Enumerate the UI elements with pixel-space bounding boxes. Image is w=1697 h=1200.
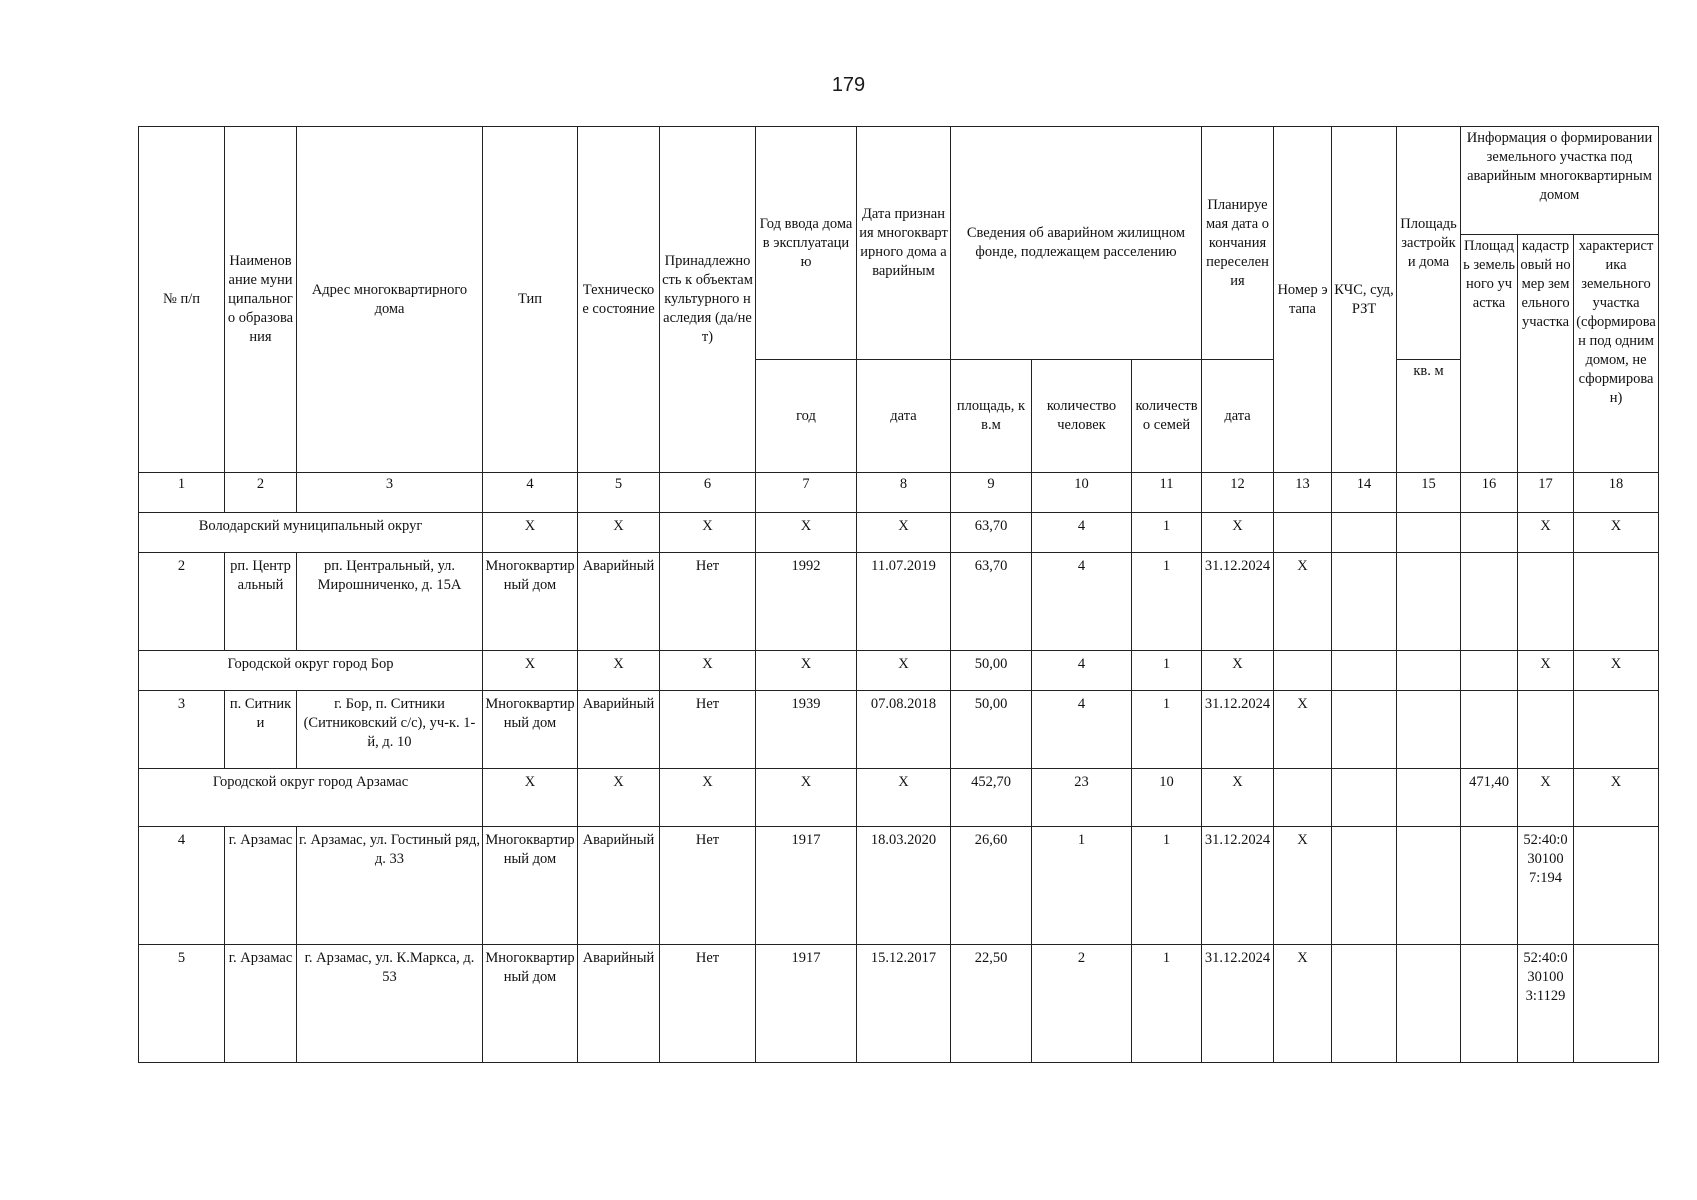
header-land-area: Площадь земельного участка <box>1461 235 1518 473</box>
summary-cell-col12: X <box>1202 769 1274 827</box>
cell-col2: п. Ситники <box>225 691 297 769</box>
cell-col6: Нет <box>660 553 756 651</box>
cell-col8: 18.03.2020 <box>857 827 951 945</box>
table-row <box>139 945 1659 1063</box>
cell-col7: 1992 <box>756 553 857 651</box>
cell-col3: рп. Центральный, ул. Мирошниченко, д. 15А <box>297 553 483 651</box>
column-number: 2 <box>225 473 297 513</box>
cell-col7: 1917 <box>756 827 857 945</box>
summary-cell-col4: X <box>483 651 578 691</box>
table-row <box>139 691 1659 769</box>
cell-col17: 52:40:030100 7:194 <box>1518 827 1574 945</box>
unit-sq-m: кв. м <box>1397 360 1461 473</box>
summary-cell-col5: X <box>578 513 660 553</box>
summary-cell-col14 <box>1332 769 1397 827</box>
summary-cell-col18: X <box>1574 769 1659 827</box>
summary-cell-col15 <box>1397 651 1461 691</box>
cell-col11: 1 <box>1132 827 1202 945</box>
cell-col3: г. Арзамас, ул. К.Маркса, д. 53 <box>297 945 483 1063</box>
column-number: 7 <box>756 473 857 513</box>
cell-col16 <box>1461 827 1518 945</box>
cell-col4: Многоквартирный дом <box>483 553 578 651</box>
column-number-row <box>139 473 1659 513</box>
header-row-number: № п/п <box>139 127 225 473</box>
group-name: Володарский муниципальный округ <box>139 513 483 553</box>
column-number: 12 <box>1202 473 1274 513</box>
cell-col14 <box>1332 691 1397 769</box>
cell-col14 <box>1332 945 1397 1063</box>
summary-cell-col13 <box>1274 513 1332 553</box>
summary-cell-col8: X <box>857 651 951 691</box>
summary-cell-col18: X <box>1574 651 1659 691</box>
cell-col1: 4 <box>139 827 225 945</box>
cell-col10: 1 <box>1032 827 1132 945</box>
cell-col8: 11.07.2019 <box>857 553 951 651</box>
column-number: 4 <box>483 473 578 513</box>
unit-planned-date: дата <box>1202 360 1274 473</box>
cell-col5: Аварийный <box>578 691 660 769</box>
column-number: 10 <box>1032 473 1132 513</box>
group-summary-row <box>139 651 1659 691</box>
column-number: 6 <box>660 473 756 513</box>
header-planned-date: Планируемая дата окончания переселения <box>1202 127 1274 360</box>
cell-col16 <box>1461 691 1518 769</box>
group-name: Городской округ город Арзамас <box>139 769 483 827</box>
summary-cell-col10: 23 <box>1032 769 1132 827</box>
cell-col3: г. Бор, п. Ситники (Ситниковский с/с), уч-к. 1-й, д. 10 <box>297 691 483 769</box>
summary-cell-col9: 63,70 <box>951 513 1032 553</box>
summary-cell-col4: X <box>483 513 578 553</box>
header-building-area: Площадь застройки дома <box>1397 127 1461 360</box>
cell-col16 <box>1461 553 1518 651</box>
cell-col9: 22,50 <box>951 945 1032 1063</box>
column-number: 9 <box>951 473 1032 513</box>
cell-col6: Нет <box>660 945 756 1063</box>
unit-year: год <box>756 360 857 473</box>
column-number: 15 <box>1397 473 1461 513</box>
table-row <box>139 827 1659 945</box>
cell-col8: 15.12.2017 <box>857 945 951 1063</box>
cell-col1: 3 <box>139 691 225 769</box>
group-name: Городской округ город Бор <box>139 651 483 691</box>
cell-col15 <box>1397 691 1461 769</box>
summary-cell-col17: X <box>1518 769 1574 827</box>
cell-col10: 4 <box>1032 691 1132 769</box>
column-number: 13 <box>1274 473 1332 513</box>
cell-col11: 1 <box>1132 553 1202 651</box>
cell-col14 <box>1332 553 1397 651</box>
summary-cell-col6: X <box>660 513 756 553</box>
cell-col10: 2 <box>1032 945 1132 1063</box>
cell-col4: Многоквартирный дом <box>483 945 578 1063</box>
group-summary-row <box>139 769 1659 827</box>
column-number: 16 <box>1461 473 1518 513</box>
summary-cell-col9: 452,70 <box>951 769 1032 827</box>
cell-col12: 31.12.2024 <box>1202 827 1274 945</box>
cell-col6: Нет <box>660 827 756 945</box>
header-kchs: КЧС, суд, РЗТ <box>1332 127 1397 473</box>
summary-cell-col11: 1 <box>1132 513 1202 553</box>
summary-cell-col7: X <box>756 651 857 691</box>
summary-cell-col14 <box>1332 651 1397 691</box>
emergency-housing-table <box>138 126 1659 1063</box>
cell-col18 <box>1574 945 1659 1063</box>
column-number: 8 <box>857 473 951 513</box>
cell-col5: Аварийный <box>578 945 660 1063</box>
summary-cell-col12: X <box>1202 651 1274 691</box>
cell-col10: 4 <box>1032 553 1132 651</box>
cell-col7: 1917 <box>756 945 857 1063</box>
cell-col2: г. Арзамас <box>225 945 297 1063</box>
cell-col17: 52:40:030100 3:1129 <box>1518 945 1574 1063</box>
cell-col9: 63,70 <box>951 553 1032 651</box>
cell-col2: г. Арзамас <box>225 827 297 945</box>
cell-col17 <box>1518 553 1574 651</box>
page-number: 179 <box>831 74 866 96</box>
summary-cell-col17: X <box>1518 651 1574 691</box>
summary-cell-col5: X <box>578 769 660 827</box>
header-address: Адрес многоквартирного дома <box>297 127 483 473</box>
column-number: 1 <box>139 473 225 513</box>
header-stage-number: Номер этапа <box>1274 127 1332 473</box>
unit-area: площадь, кв.м <box>951 360 1032 473</box>
header-municipality: Наименование муниципального образования <box>225 127 297 473</box>
cell-col18 <box>1574 827 1659 945</box>
summary-cell-col5: X <box>578 651 660 691</box>
header-type: Тип <box>483 127 578 473</box>
summary-cell-col4: X <box>483 769 578 827</box>
cell-col16 <box>1461 945 1518 1063</box>
summary-cell-col7: X <box>756 769 857 827</box>
summary-cell-col16 <box>1461 513 1518 553</box>
cell-col13: X <box>1274 827 1332 945</box>
summary-cell-col11: 10 <box>1132 769 1202 827</box>
column-number: 17 <box>1518 473 1574 513</box>
summary-cell-col7: X <box>756 513 857 553</box>
cell-col13: X <box>1274 691 1332 769</box>
cell-col2: рп. Центральный <box>225 553 297 651</box>
column-number: 11 <box>1132 473 1202 513</box>
unit-date: дата <box>857 360 951 473</box>
table-row <box>139 553 1659 651</box>
header-emergency-date: Дата признания многоквартирного дома аварийным <box>857 127 951 360</box>
cell-col5: Аварийный <box>578 827 660 945</box>
header-land-plot-info: Информация о формировании земельного участка под аварийным многоквартирным домом <box>1461 127 1659 235</box>
summary-cell-col13 <box>1274 769 1332 827</box>
cell-col9: 26,60 <box>951 827 1032 945</box>
cell-col14 <box>1332 827 1397 945</box>
summary-cell-col12: X <box>1202 513 1274 553</box>
header-land-characteristic: характеристика земельного участка (сформирован под одним домом, не сформирован) <box>1574 235 1659 473</box>
summary-cell-col6: X <box>660 769 756 827</box>
cell-col12: 31.12.2024 <box>1202 945 1274 1063</box>
cell-col18 <box>1574 553 1659 651</box>
group-summary-row <box>139 513 1659 553</box>
header-year-commissioned: Год ввода дома в эксплуатацию <box>756 127 857 360</box>
cell-col17 <box>1518 691 1574 769</box>
cell-col7: 1939 <box>756 691 857 769</box>
unit-family-count: количество семей <box>1132 360 1202 473</box>
summary-cell-col10: 4 <box>1032 513 1132 553</box>
summary-cell-col16: 471,40 <box>1461 769 1518 827</box>
summary-cell-col18: X <box>1574 513 1659 553</box>
summary-cell-col8: X <box>857 769 951 827</box>
cell-col4: Многоквартирный дом <box>483 827 578 945</box>
cell-col8: 07.08.2018 <box>857 691 951 769</box>
cell-col15 <box>1397 827 1461 945</box>
cell-col11: 1 <box>1132 691 1202 769</box>
column-number: 14 <box>1332 473 1397 513</box>
cell-col5: Аварийный <box>578 553 660 651</box>
summary-cell-col15 <box>1397 513 1461 553</box>
summary-cell-col9: 50,00 <box>951 651 1032 691</box>
cell-col15 <box>1397 945 1461 1063</box>
summary-cell-col11: 1 <box>1132 651 1202 691</box>
summary-cell-col15 <box>1397 769 1461 827</box>
column-number: 18 <box>1574 473 1659 513</box>
cell-col1: 5 <box>139 945 225 1063</box>
cell-col6: Нет <box>660 691 756 769</box>
summary-cell-col16 <box>1461 651 1518 691</box>
header-cadastral-number: кадастровый номер земельного участка <box>1518 235 1574 473</box>
cell-col18 <box>1574 691 1659 769</box>
summary-cell-col17: X <box>1518 513 1574 553</box>
summary-cell-col13 <box>1274 651 1332 691</box>
cell-col4: Многоквартирный дом <box>483 691 578 769</box>
cell-col1: 2 <box>139 553 225 651</box>
column-number: 5 <box>578 473 660 513</box>
summary-cell-col6: X <box>660 651 756 691</box>
cell-col13: X <box>1274 945 1332 1063</box>
cell-col12: 31.12.2024 <box>1202 691 1274 769</box>
cell-col9: 50,00 <box>951 691 1032 769</box>
cell-col11: 1 <box>1132 945 1202 1063</box>
summary-cell-col8: X <box>857 513 951 553</box>
cell-col12: 31.12.2024 <box>1202 553 1274 651</box>
cell-col3: г. Арзамас, ул. Гостиный ряд, д. 33 <box>297 827 483 945</box>
cell-col15 <box>1397 553 1461 651</box>
column-number: 3 <box>297 473 483 513</box>
summary-cell-col10: 4 <box>1032 651 1132 691</box>
cell-col13: X <box>1274 553 1332 651</box>
summary-cell-col14 <box>1332 513 1397 553</box>
header-emergency-fund-info: Сведения об аварийном жилищном фонде, подлежащем расселению <box>951 127 1202 360</box>
header-technical-state: Техническое состояние <box>578 127 660 473</box>
header-cultural-heritage: Принадлежность к объектам культурного наследия (да/нет) <box>660 127 756 473</box>
unit-people-count: количество человек <box>1032 360 1132 473</box>
